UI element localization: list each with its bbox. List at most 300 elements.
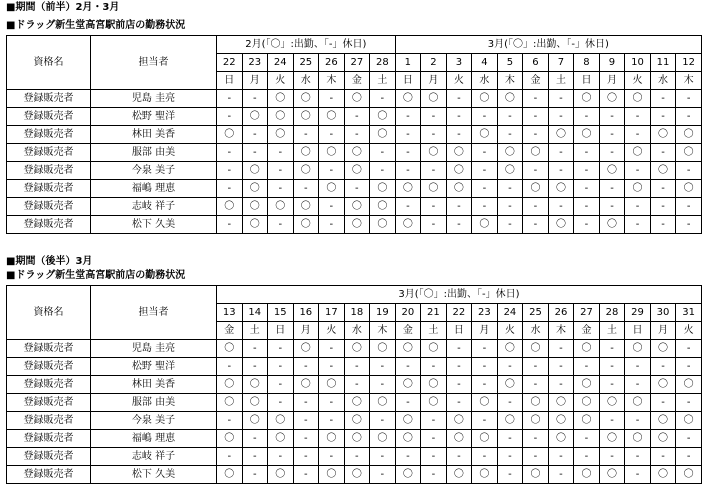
day-number: 24 [268,54,294,72]
attendance-mark: - [548,162,574,180]
attendance-mark: 〇 [497,412,523,430]
attendance-mark: - [625,126,651,144]
attendance-mark: - [523,376,549,394]
qualification-header: 資格名 [7,286,91,340]
attendance-mark: 〇 [293,340,319,358]
person-name-cell: 松野 聖洋 [91,358,217,376]
attendance-mark: - [242,144,268,162]
attendance-mark: - [344,376,370,394]
weekday: 日 [574,72,600,90]
attendance-mark: 〇 [548,412,574,430]
day-number: 21 [421,304,447,322]
attendance-mark: 〇 [395,412,421,430]
attendance-mark: - [676,162,702,180]
qualification-header: 資格名 [7,36,91,90]
attendance-mark: 〇 [242,412,268,430]
weekday: 日 [446,322,472,340]
attendance-mark: - [217,448,243,466]
attendance-mark: 〇 [268,126,294,144]
attendance-mark: 〇 [446,180,472,198]
attendance-mark: - [599,376,625,394]
attendance-mark: 〇 [676,144,702,162]
attendance-mark: - [370,412,396,430]
day-number: 4 [472,54,498,72]
attendance-mark: 〇 [242,108,268,126]
attendance-mark: - [446,358,472,376]
attendance-mark: - [523,448,549,466]
attendance-mark: - [650,144,676,162]
weekday: 月 [650,322,676,340]
attendance-mark: - [650,394,676,412]
staff-row [7,430,702,448]
attendance-mark: 〇 [676,376,702,394]
person-name-cell: 福嶋 理恵 [91,180,217,198]
month-label: 3月(「〇」:出勤、「-」休日) [217,286,702,304]
weekday: 木 [370,322,396,340]
attendance-mark: 〇 [599,162,625,180]
weekday: 水 [344,322,370,340]
staff-row [7,340,702,358]
attendance-mark: - [472,340,498,358]
attendance-mark: - [217,412,243,430]
attendance-mark: 〇 [242,216,268,234]
attendance-mark: - [293,448,319,466]
attendance-mark: 〇 [344,466,370,484]
attendance-mark: - [599,126,625,144]
attendance-mark: - [574,448,600,466]
attendance-mark: 〇 [472,394,498,412]
day-number: 19 [370,304,396,322]
day-number: 14 [242,304,268,322]
attendance-mark: - [319,448,345,466]
attendance-mark: - [293,358,319,376]
day-number: 25 [293,54,319,72]
attendance-mark: - [523,358,549,376]
attendance-mark: - [676,394,702,412]
day-number: 26 [548,304,574,322]
attendance-mark: - [242,358,268,376]
attendance-mark: 〇 [650,126,676,144]
attendance-mark: - [599,412,625,430]
attendance-mark: - [497,180,523,198]
person-name-cell: 今泉 美子 [91,412,217,430]
weekday: 火 [497,322,523,340]
day-number: 23 [242,54,268,72]
attendance-mark: - [217,180,243,198]
weekday: 火 [319,322,345,340]
attendance-mark: - [523,126,549,144]
attendance-mark: - [242,448,268,466]
qualification-cell: 登録販売者 [7,430,91,448]
attendance-mark: 〇 [344,340,370,358]
attendance-mark: 〇 [217,198,243,216]
attendance-mark: - [268,162,294,180]
weekday: 金 [344,72,370,90]
attendance-mark: 〇 [574,126,600,144]
attendance-mark: - [523,162,549,180]
month-header-row [7,36,702,54]
day-number: 18 [344,304,370,322]
qualification-cell: 登録販売者 [7,466,91,484]
attendance-mark: - [599,144,625,162]
attendance-mark: 〇 [242,198,268,216]
weekday: 金 [395,322,421,340]
attendance-mark: - [472,412,498,430]
attendance-mark: - [421,358,447,376]
attendance-mark: - [421,448,447,466]
attendance-mark: - [421,430,447,448]
attendance-mark: 〇 [676,126,702,144]
attendance-mark: 〇 [625,430,651,448]
day-number: 6 [523,54,549,72]
attendance-mark: - [395,108,421,126]
attendance-mark: - [319,198,345,216]
attendance-mark: 〇 [217,126,243,144]
attendance-mark: 〇 [319,376,345,394]
staff-row [7,448,702,466]
attendance-mark: - [268,358,294,376]
attendance-mark: 〇 [676,412,702,430]
attendance-mark: 〇 [472,90,498,108]
attendance-mark: 〇 [523,412,549,430]
attendance-mark: 〇 [625,90,651,108]
attendance-mark: - [599,340,625,358]
weekday: 日 [268,322,294,340]
attendance-mark: - [574,144,600,162]
attendance-mark: - [319,412,345,430]
attendance-mark: 〇 [446,466,472,484]
attendance-mark: 〇 [319,466,345,484]
day-number: 28 [370,54,396,72]
weekday: 水 [523,322,549,340]
weekday: 木 [676,72,702,90]
day-number: 9 [599,54,625,72]
attendance-mark: 〇 [344,198,370,216]
attendance-mark: 〇 [421,180,447,198]
attendance-mark: 〇 [344,162,370,180]
attendance-mark: - [242,430,268,448]
attendance-mark: 〇 [268,412,294,430]
staff-row [7,108,702,126]
qualification-cell: 登録販売者 [7,180,91,198]
attendance-mark: - [625,162,651,180]
day-number: 25 [523,304,549,322]
attendance-mark: 〇 [625,340,651,358]
attendance-mark: - [650,180,676,198]
day-number: 26 [319,54,345,72]
attendance-mark: - [268,448,294,466]
attendance-mark: - [625,376,651,394]
attendance-mark: - [497,108,523,126]
attendance-mark: 〇 [497,376,523,394]
day-number: 31 [676,304,702,322]
attendance-mark: - [421,216,447,234]
day-number: 24 [497,304,523,322]
staff-row [7,394,702,412]
attendance-mark: - [421,126,447,144]
attendance-mark: - [242,126,268,144]
attendance-mark: 〇 [293,144,319,162]
attendance-mark: - [497,430,523,448]
attendance-mark: - [497,126,523,144]
attendance-mark: - [497,358,523,376]
attendance-mark: 〇 [523,466,549,484]
day-number: 8 [574,54,600,72]
attendance-mark: - [574,162,600,180]
attendance-mark: 〇 [217,394,243,412]
attendance-mark: - [548,108,574,126]
attendance-mark: - [242,340,268,358]
attendance-table-1 [6,35,702,234]
attendance-mark: 〇 [574,466,600,484]
attendance-mark: - [548,340,574,358]
attendance-mark: 〇 [574,340,600,358]
attendance-mark: 〇 [370,340,396,358]
attendance-mark: - [625,466,651,484]
staff-row [7,162,702,180]
qualification-cell: 登録販売者 [7,162,91,180]
attendance-mark: 〇 [599,90,625,108]
attendance-mark: - [370,358,396,376]
attendance-mark: 〇 [319,180,345,198]
attendance-mark: - [599,198,625,216]
attendance-mark: - [217,144,243,162]
attendance-mark: - [421,198,447,216]
attendance-mark: 〇 [395,376,421,394]
qualification-cell: 登録販売者 [7,340,91,358]
staff-row [7,358,702,376]
attendance-mark: - [523,216,549,234]
attendance-mark: - [370,162,396,180]
attendance-mark: - [319,162,345,180]
attendance-mark: 〇 [217,376,243,394]
attendance-mark: 〇 [217,466,243,484]
weekday: 木 [548,322,574,340]
person-name-cell: 松下 久美 [91,216,217,234]
attendance-mark: - [650,90,676,108]
weekday: 月 [421,72,447,90]
day-number: 27 [344,54,370,72]
attendance-mark: - [650,216,676,234]
attendance-mark: - [548,448,574,466]
qualification-cell: 登録販売者 [7,144,91,162]
attendance-table-2 [6,285,702,484]
qualification-cell: 登録販売者 [7,126,91,144]
attendance-mark: - [319,358,345,376]
attendance-mark: 〇 [319,430,345,448]
attendance-mark: - [242,466,268,484]
attendance-mark: 〇 [242,376,268,394]
attendance-mark: - [676,340,702,358]
attendance-mark: - [319,394,345,412]
attendance-mark: 〇 [319,108,345,126]
attendance-mark: 〇 [421,376,447,394]
attendance-mark: 〇 [421,340,447,358]
weekday: 金 [574,322,600,340]
attendance-mark: - [344,180,370,198]
attendance-mark: - [574,180,600,198]
attendance-mark: 〇 [497,144,523,162]
attendance-mark: - [625,448,651,466]
attendance-mark: - [293,394,319,412]
day-number: 27 [574,304,600,322]
attendance-mark: 〇 [370,108,396,126]
attendance-mark: 〇 [268,90,294,108]
attendance-mark: 〇 [625,180,651,198]
attendance-mark: - [446,198,472,216]
attendance-mark: 〇 [548,216,574,234]
attendance-mark: - [395,162,421,180]
attendance-mark: 〇 [574,90,600,108]
attendance-mark: - [370,466,396,484]
day-number: 22 [217,54,243,72]
attendance-mark: - [574,358,600,376]
attendance-mark: 〇 [548,430,574,448]
person-name-cell: 今泉 美子 [91,162,217,180]
attendance-mark: - [446,340,472,358]
person-name-cell: 志岐 祥子 [91,448,217,466]
attendance-mark: - [370,448,396,466]
attendance-mark: 〇 [395,180,421,198]
attendance-mark: - [268,144,294,162]
attendance-mark: 〇 [293,216,319,234]
shop-1-title: ■ドラッグ新生堂高宮駅前店の勤務状況 [6,20,186,31]
attendance-mark: 〇 [676,466,702,484]
attendance-mark: - [523,90,549,108]
qualification-cell: 登録販売者 [7,198,91,216]
day-number: 1 [395,54,421,72]
attendance-mark: - [472,198,498,216]
person-name-cell: 林田 美香 [91,126,217,144]
day-number: 28 [599,304,625,322]
weekday: 日 [625,322,651,340]
attendance-mark: 〇 [523,180,549,198]
attendance-mark: 〇 [472,466,498,484]
attendance-mark: 〇 [395,430,421,448]
attendance-mark: 〇 [446,430,472,448]
attendance-mark: 〇 [395,340,421,358]
period-2-title: ■期間（後半）3月 [6,256,93,267]
attendance-mark: - [625,412,651,430]
attendance-mark: 〇 [446,412,472,430]
attendance-mark: - [574,216,600,234]
qualification-cell: 登録販売者 [7,216,91,234]
attendance-mark: 〇 [650,162,676,180]
attendance-mark: - [599,108,625,126]
attendance-mark: - [548,376,574,394]
staff-row [7,144,702,162]
attendance-mark: 〇 [268,430,294,448]
person-name-cell: 児島 圭亮 [91,90,217,108]
attendance-mark: 〇 [650,340,676,358]
attendance-mark: 〇 [395,216,421,234]
attendance-mark: 〇 [293,162,319,180]
attendance-mark: - [217,216,243,234]
weekday: 土 [599,322,625,340]
month-label: 3月(「〇」:出勤、「-」休日) [395,36,701,54]
weekday: 水 [650,72,676,90]
staff-row [7,90,702,108]
staff-row [7,180,702,198]
day-number: 5 [497,54,523,72]
attendance-mark: 〇 [497,162,523,180]
attendance-mark: 〇 [217,430,243,448]
month-label: 2月(「〇」:出勤、「-」休日) [217,36,396,54]
day-number: 16 [293,304,319,322]
attendance-mark: - [319,340,345,358]
attendance-mark: - [293,412,319,430]
attendance-mark: - [421,412,447,430]
attendance-mark: 〇 [370,198,396,216]
attendance-mark: 〇 [421,144,447,162]
attendance-mark: 〇 [344,144,370,162]
attendance-mark: - [599,180,625,198]
day-number: 20 [395,304,421,322]
attendance-mark: - [523,430,549,448]
attendance-mark: 〇 [574,412,600,430]
period-1-title: ■期間（前半）2月・3月 [6,2,120,13]
staff-row [7,412,702,430]
attendance-mark: 〇 [344,216,370,234]
day-number: 3 [446,54,472,72]
attendance-mark: 〇 [370,126,396,144]
attendance-mark: - [370,90,396,108]
attendance-mark: - [395,126,421,144]
person-name-cell: 志岐 祥子 [91,198,217,216]
day-number: 23 [472,304,498,322]
qualification-cell: 登録販売者 [7,358,91,376]
attendance-mark: - [472,180,498,198]
attendance-mark: - [650,358,676,376]
attendance-mark: 〇 [523,394,549,412]
person-header: 担当者 [91,286,217,340]
attendance-mark: 〇 [599,394,625,412]
attendance-mark: - [676,90,702,108]
attendance-mark: - [472,376,498,394]
attendance-mark: - [217,358,243,376]
attendance-mark: - [472,358,498,376]
attendance-mark: - [446,90,472,108]
weekday: 土 [548,72,574,90]
qualification-cell: 登録販売者 [7,412,91,430]
day-number: 30 [650,304,676,322]
attendance-mark: - [497,466,523,484]
attendance-mark: 〇 [650,466,676,484]
attendance-mark: 〇 [319,144,345,162]
attendance-mark: - [446,126,472,144]
attendance-mark: - [217,108,243,126]
attendance-mark: 〇 [344,394,370,412]
attendance-mark: 〇 [268,108,294,126]
attendance-mark: 〇 [497,90,523,108]
attendance-mark: 〇 [242,162,268,180]
attendance-mark: - [319,90,345,108]
attendance-mark: - [625,198,651,216]
day-number: 29 [625,304,651,322]
attendance-mark: 〇 [523,144,549,162]
attendance-mark: 〇 [599,466,625,484]
attendance-mark: - [217,90,243,108]
attendance-mark: 〇 [446,144,472,162]
weekday: 月 [293,322,319,340]
month-header-row [7,286,702,304]
attendance-mark: 〇 [472,126,498,144]
person-name-cell: 松野 聖洋 [91,108,217,126]
weekday: 土 [421,322,447,340]
attendance-mark: 〇 [395,90,421,108]
day-number: 11 [650,54,676,72]
attendance-mark: - [497,394,523,412]
